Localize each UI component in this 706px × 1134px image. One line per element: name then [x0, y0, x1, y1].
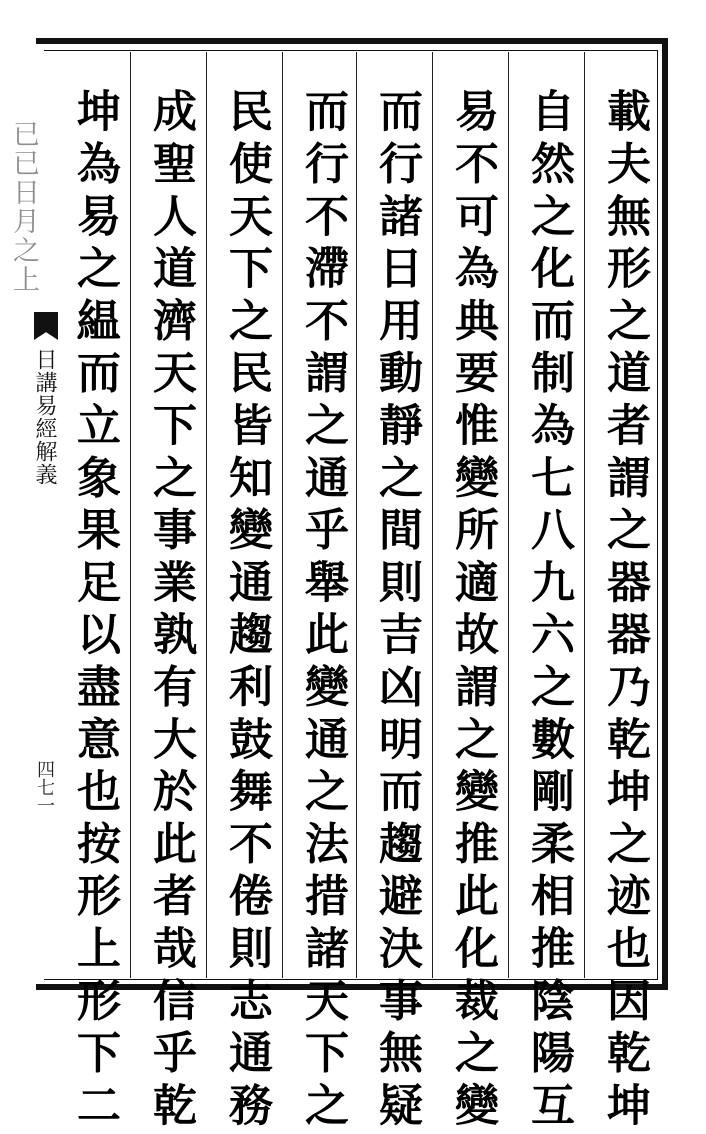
page-number: 四七一 [34, 760, 55, 814]
column-rule [508, 52, 509, 978]
text-column-3: 易不可為典要惟變所適故謂之變推此化裁之變 [447, 88, 498, 1134]
text-column-6: 民使天下之民皆知變通趨利鼓舞不倦則志通務 [221, 88, 272, 1134]
column-rule [206, 52, 207, 978]
margin-top-text: 已已日月之上 [8, 120, 39, 294]
text-column-5: 而行不滯不謂之通乎舉此變通之法措諸天下之 [297, 88, 348, 1134]
column-rule [130, 52, 131, 978]
book-title: 日講易經解義 [32, 348, 57, 486]
column-rule [584, 52, 585, 978]
column-rule [282, 52, 283, 978]
text-column-8: 坤為易之緼而立象果足以盡意也按形上形下二 [69, 88, 120, 1134]
column-rule [432, 52, 433, 978]
text-column-7: 成聖人道濟天下之事業孰有大於此者哉信乎乾 [145, 88, 196, 1134]
text-column-1: 載夫無形之道者謂之器器乃乾坤之迹也因乾坤 [599, 88, 650, 1134]
column-rule [356, 52, 357, 978]
page-margin [0, 50, 44, 980]
text-column-2: 自然之化而制為七八九六之數剛柔相推陰陽互 [523, 88, 574, 1134]
text-column-4: 而行諸日用動靜之間則吉凶明而趨避決事無疑 [371, 88, 422, 1134]
